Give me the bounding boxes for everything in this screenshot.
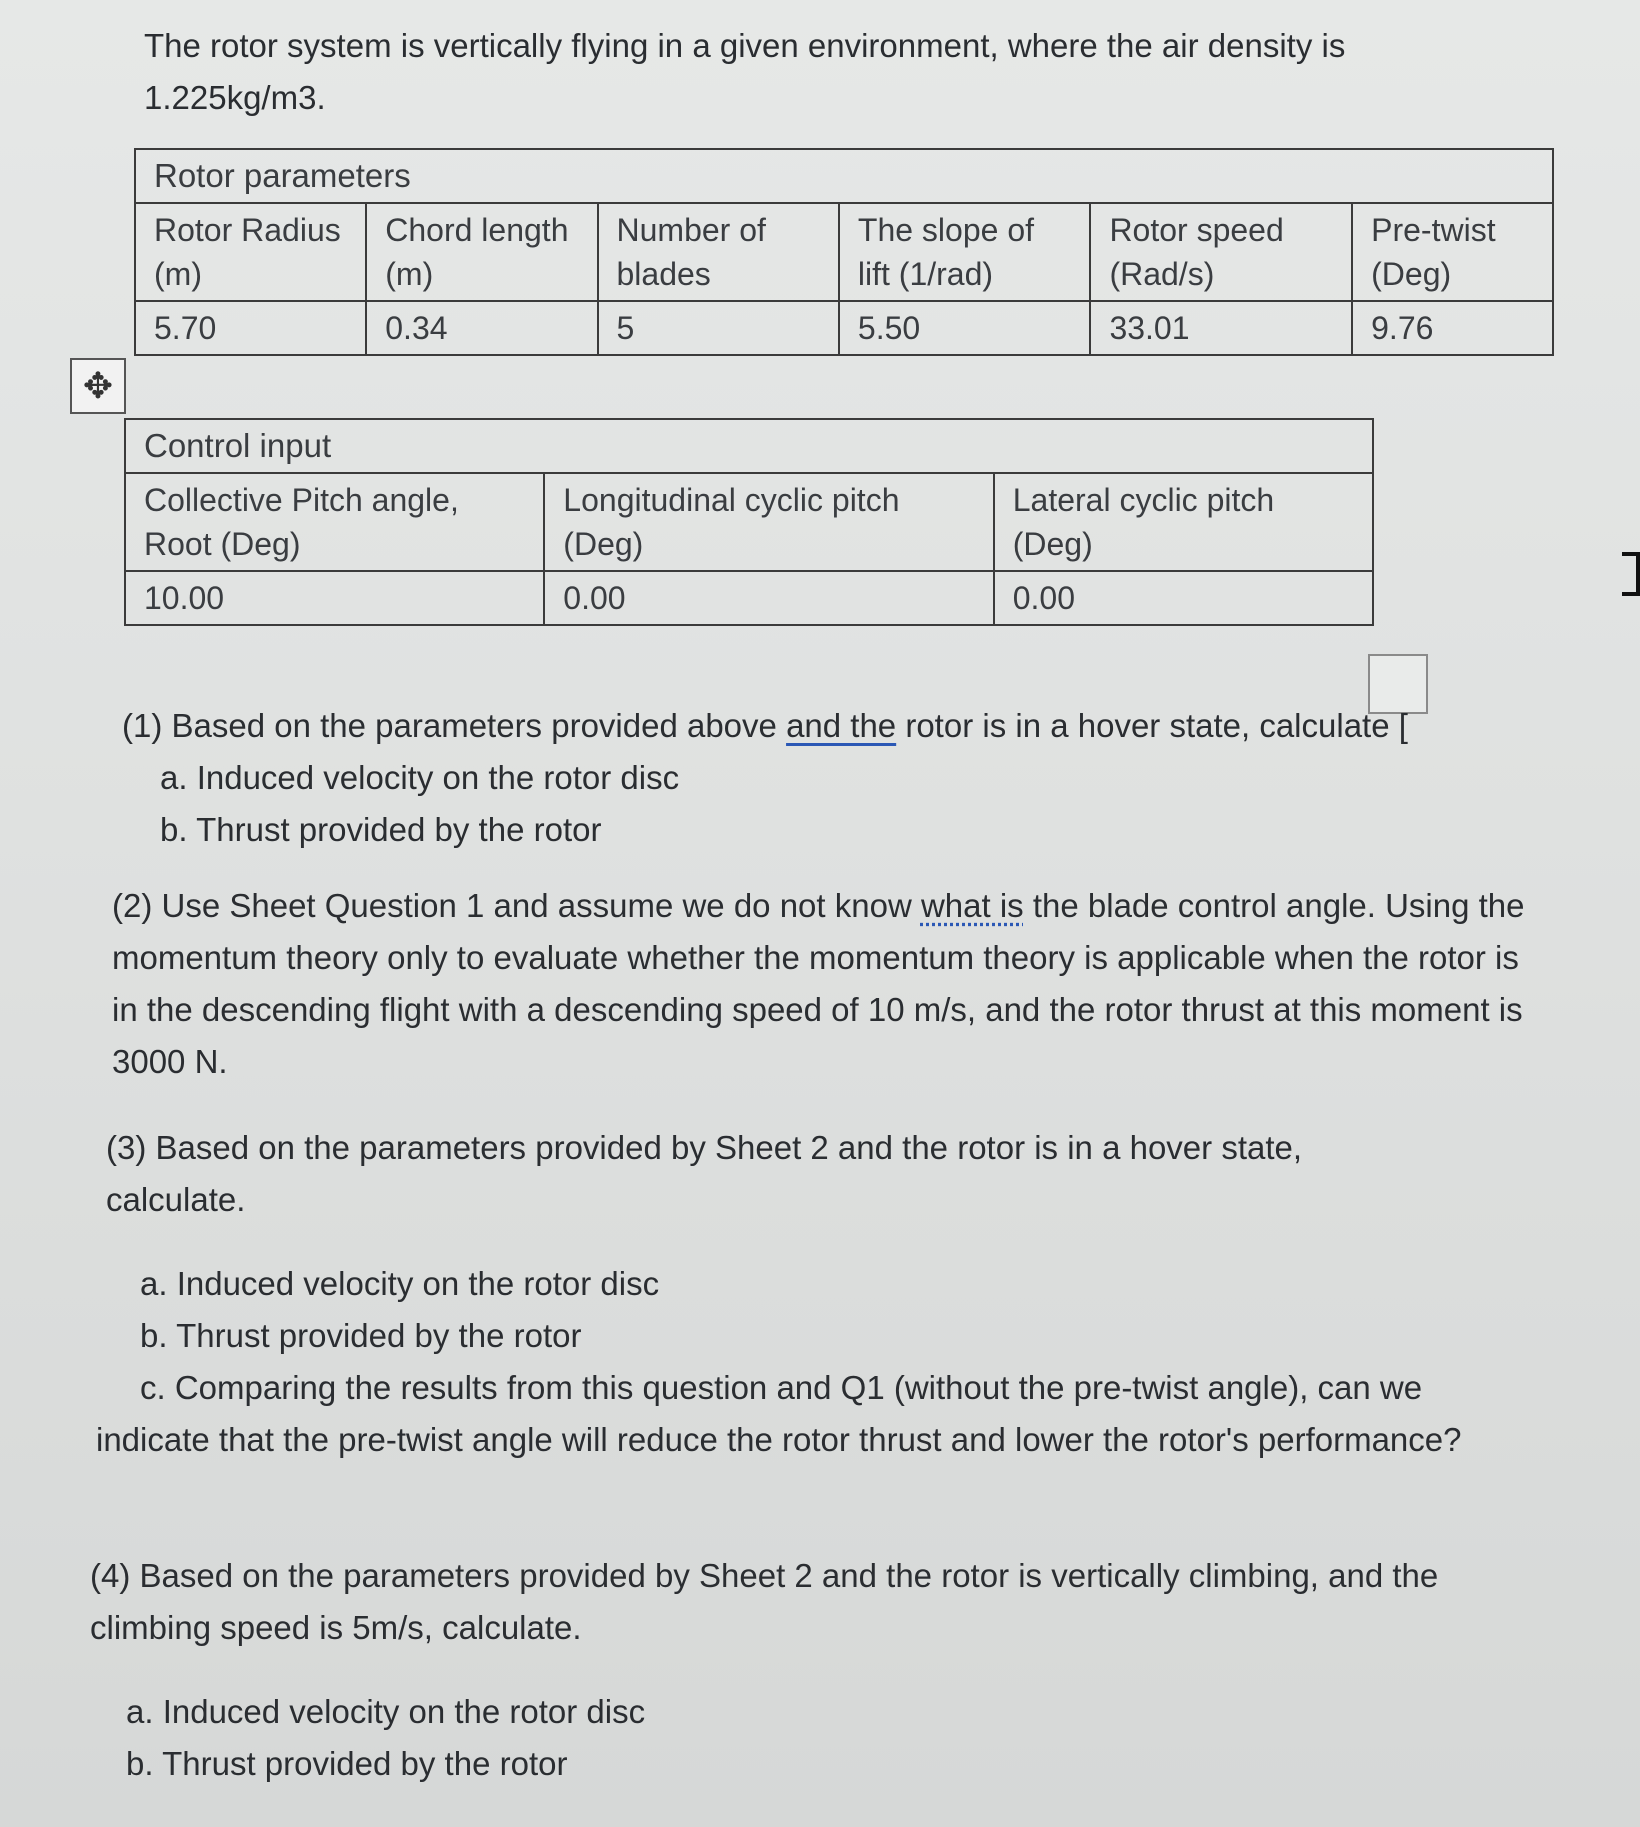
header-number-of-blades: Number of blades [598, 203, 839, 301]
q1-item-b: b. Thrust provided by the rotor [160, 811, 602, 848]
header-longitudinal-cyclic: Longitudinal cyclic pitch (Deg) [544, 473, 993, 571]
q1-pre: (1) Based on the parameters provided above [122, 707, 787, 744]
header-pre-twist-text: Pre-twist (Deg) [1371, 212, 1496, 292]
q1-underlined: and the [786, 707, 897, 744]
header-collective-pitch: Collective Pitch angle, Root (Deg) [125, 473, 544, 571]
table-move-handle[interactable] [70, 358, 126, 414]
value-rotor-radius: 5.70 [135, 301, 366, 355]
control-table-caption: Control input [125, 419, 1373, 473]
header-rotor-speed: Rotor speed (Rad/s) [1090, 203, 1352, 301]
rotor-parameters-table [134, 148, 1554, 356]
value-rotor-speed: 33.01 [1090, 301, 1352, 355]
header-pre-twist [1352, 203, 1553, 301]
q1-post: rotor is in a hover state, calculate [ [896, 707, 1408, 744]
header-chord-length: Chord length (m) [366, 203, 597, 301]
value-pre-twist: 9.76 [1352, 301, 1553, 355]
question-4-list [126, 1686, 645, 1790]
question-4-text: (4) Based on the parameters provided by Sheet 2 and the rotor is vertically climbing, and the climbing speed is 5m/s, calculate. [90, 1557, 1439, 1646]
q4-item-b: b. Thrust provided by the rotor [126, 1745, 568, 1782]
question-3-text: (3) Based on the parameters provided by Sheet 2 and the rotor is in a hover state, calculate. [106, 1129, 1303, 1218]
control-input-table [124, 418, 1374, 626]
right-bracket-mark [1622, 552, 1640, 596]
value-lateral-cyclic: 0.00 [994, 571, 1373, 625]
question-2-text [112, 880, 1542, 1088]
value-longitudinal-cyclic: 0.00 [544, 571, 993, 625]
value-number-of-blades: 5 [598, 301, 839, 355]
q3-item-b: b. Thrust provided by the rotor [140, 1317, 582, 1354]
q2-pre: (2) Use Sheet Question 1 and assume we do not know [112, 887, 921, 924]
question-3-list [140, 1258, 659, 1362]
rotor-table-caption: Rotor parameters [135, 149, 1553, 203]
value-chord-length: 0.34 [366, 301, 597, 355]
q4-item-a: a. Induced velocity on the rotor disc [126, 1693, 646, 1730]
move-arrows-icon: ✥ [82, 365, 114, 406]
q1-item-a: a. Induced velocity on the rotor disc [160, 759, 680, 796]
value-collective-pitch: 10.00 [125, 571, 544, 625]
header-lateral-cyclic: Lateral cyclic pitch (Deg) [994, 473, 1373, 571]
control-table-value-row [125, 571, 1373, 625]
q2-post: the blade control angle. Using the momentum theory only to evaluate whether the momentum theory is applicable when the rotor is in the descending flight with a descending speed of 10 m/s, and the rotor thrust at this moment is 3000 N. [112, 887, 1525, 1080]
question-1-list [160, 752, 679, 856]
question-1-text [122, 700, 1622, 752]
rotor-table-value-row [135, 301, 1553, 355]
q2-underlined: what is [920, 887, 1024, 924]
q3-item-a: a. Induced velocity on the rotor disc [140, 1265, 660, 1302]
header-lift-slope: The slope of lift (1/rad) [839, 203, 1091, 301]
intro-paragraph: The rotor system is vertically flying in a given environment, where the air density is 1.225kg/m3. [144, 27, 1346, 116]
control-table-header-row [125, 473, 1373, 571]
header-rotor-radius: Rotor Radius (m) [135, 203, 366, 301]
rotor-table-header-row [135, 203, 1553, 301]
value-lift-slope: 5.50 [839, 301, 1091, 355]
q3-item-c: c. Comparing the results from this question and Q1 (without the pre-twist angle), can we indicate that the pre-twist angle will reduce the rotor thrust and lower the rotor's performance? [96, 1369, 1462, 1458]
